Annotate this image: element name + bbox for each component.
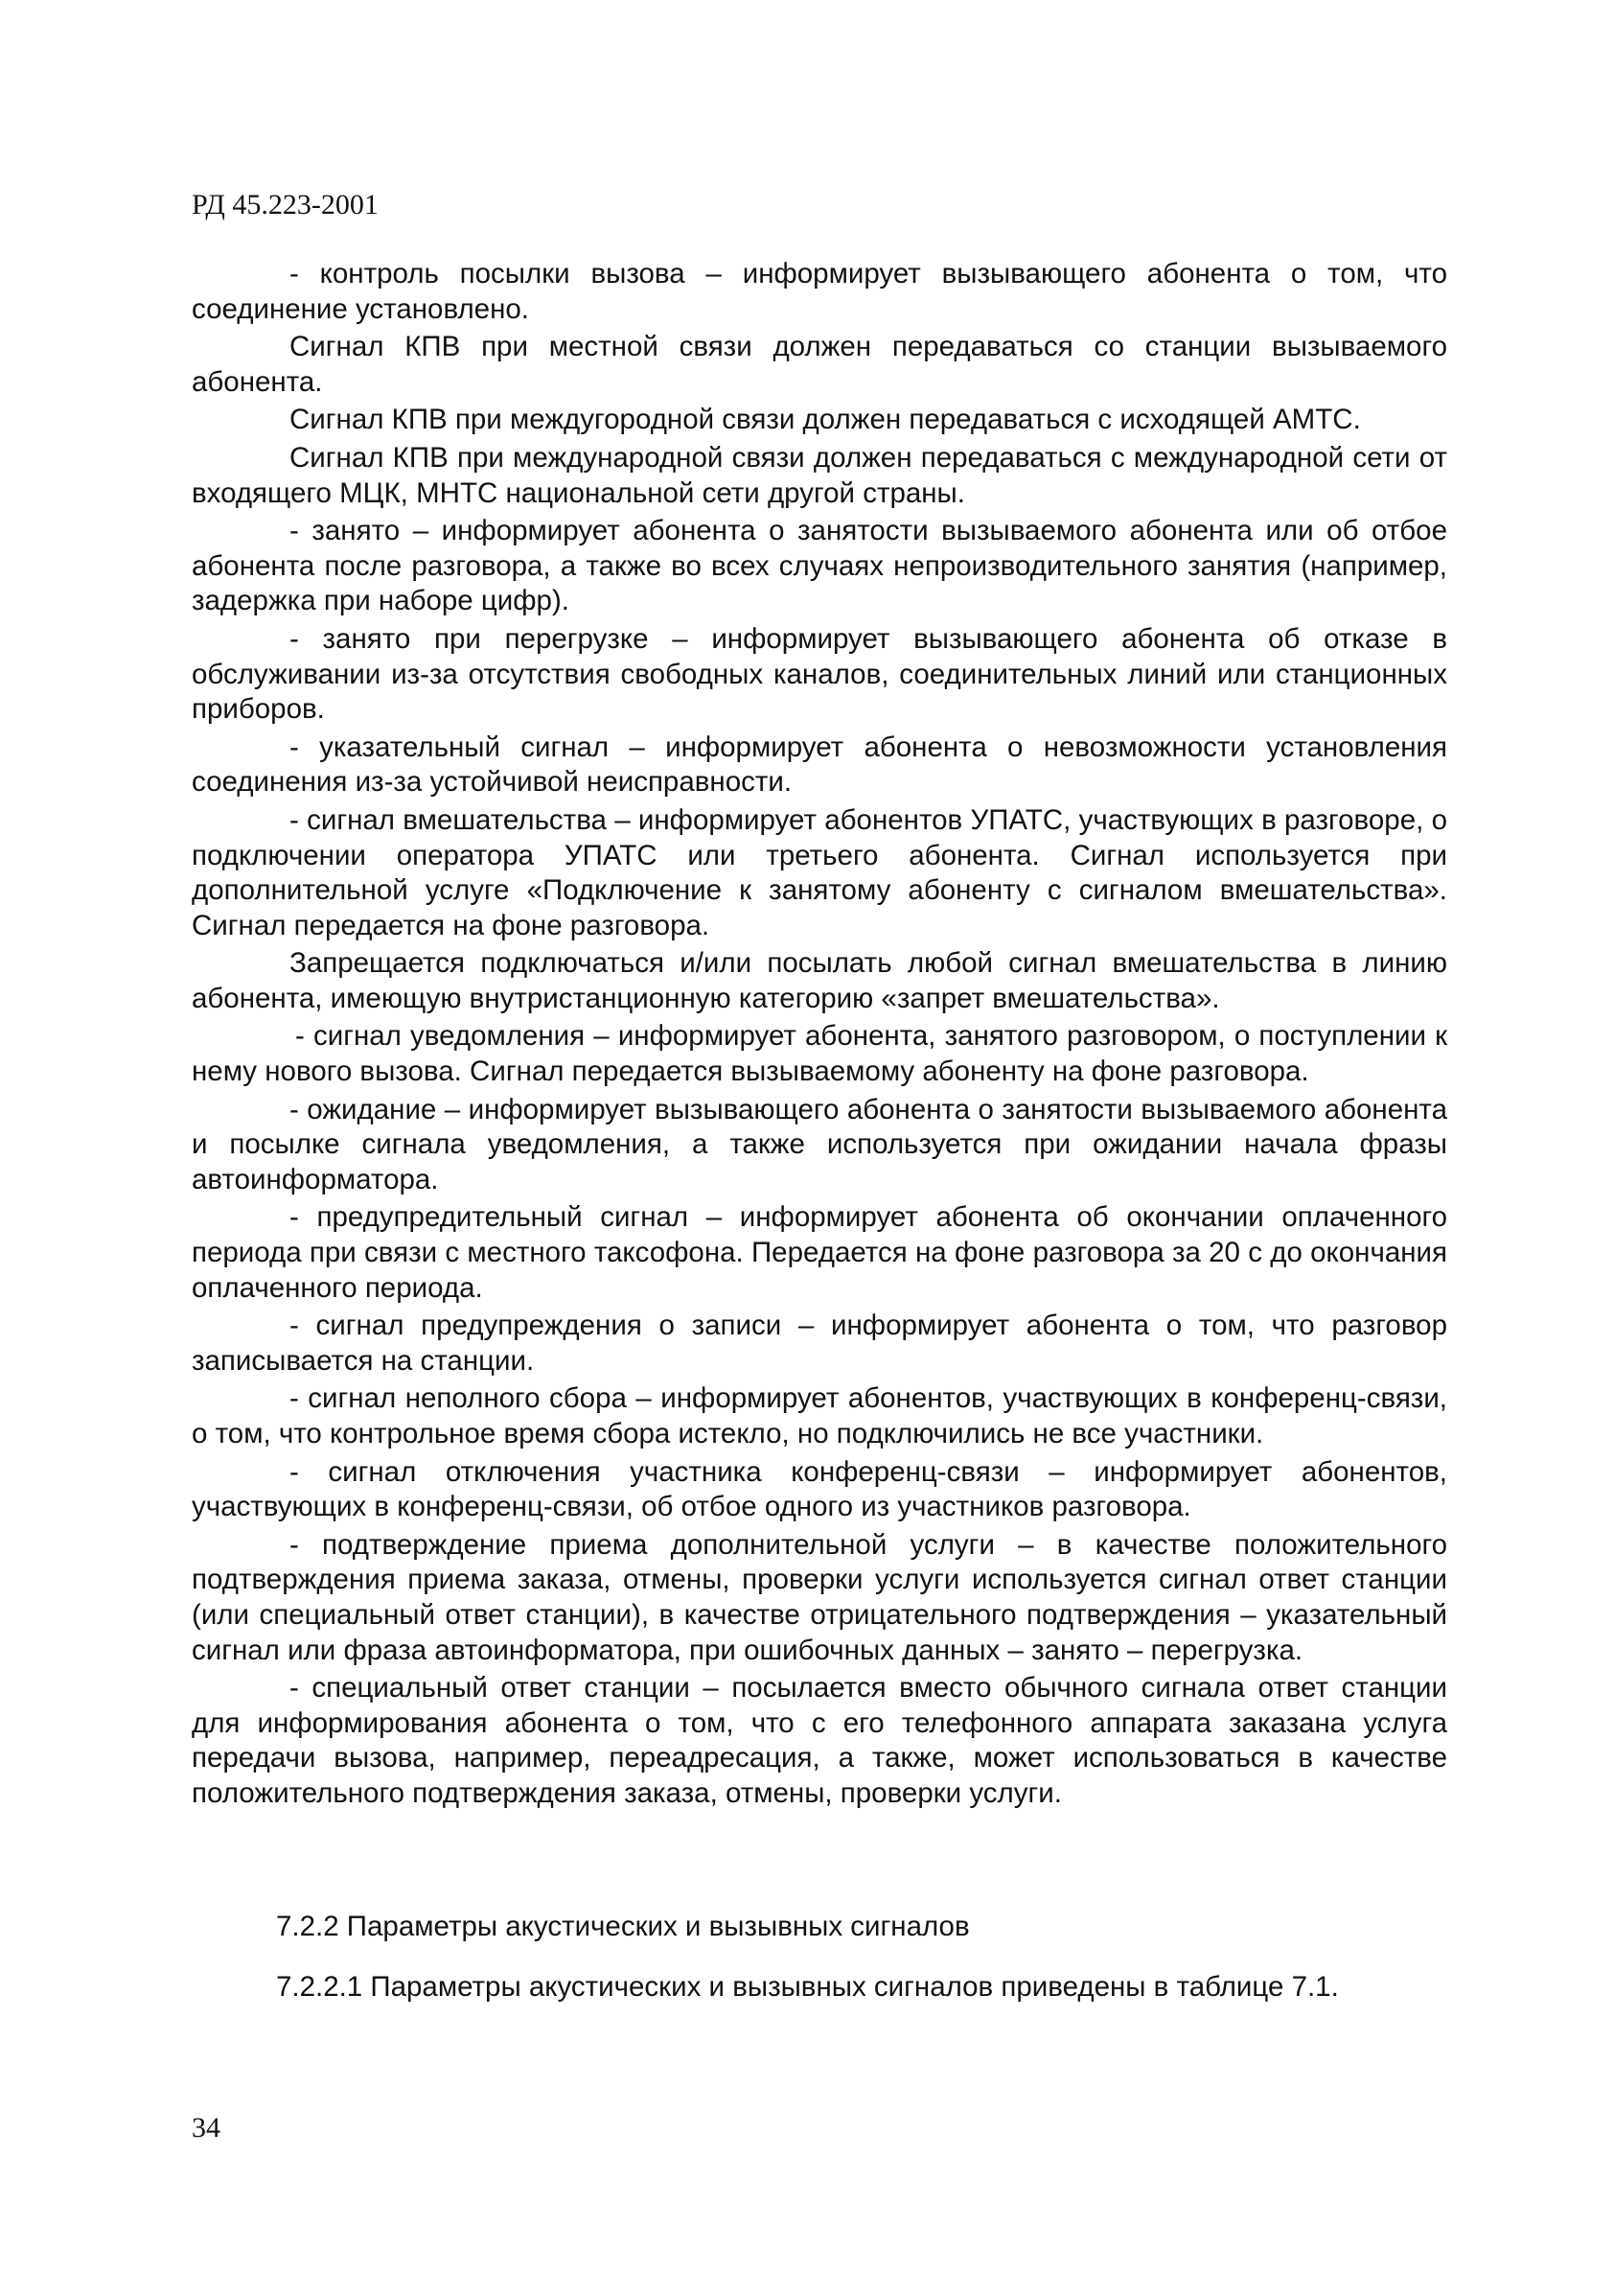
document-code: РД 45.223-2001 bbox=[192, 189, 379, 220]
paragraph-kpv-local: Сигнал КПВ при местной связи должен передаваться со станции вызываемого абонента. bbox=[192, 331, 1447, 398]
paragraph-indication-signal: - указательный сигнал – информирует абонента о невозможности установления соединения из-за устойчивой неисправности. bbox=[192, 731, 1447, 799]
page-number: 34 bbox=[192, 2112, 220, 2144]
section-subheading: 7.2.2.1 Параметры акустических и вызывных сигналов приведены в таблице 7.1. bbox=[276, 1971, 1339, 2003]
paragraph-kpv-intercity: Сигнал КПВ при междугородной связи должен передаваться с исходящей АМТС. bbox=[289, 404, 1361, 436]
paragraph-warning-signal: - предупредительный сигнал – информирует абонента об окончании оплаченного периода при связи с местного таксофона. Передается на фоне разговора за 20 с до окончания оплаченного периода. bbox=[192, 1201, 1447, 1304]
paragraph-participant-disconnect: - сигнал отключения участника конференц-связи – информирует абонентов, участвующих в конференц-связи, об отбое одного из участников разговора. bbox=[192, 1455, 1447, 1523]
paragraph-busy: - занято – информирует абонента о занятости вызываемого абонента или об отбое абонента после разговора, а также во всех случаях непроизводительного занятия (например, задержка при наборе цифр). bbox=[192, 515, 1447, 617]
paragraph-incomplete-gathering: - сигнал неполного сбора – информирует абонентов, участвующих в конференц-связи, о том, что контрольное время сбора истекло, но подключились не все участники. bbox=[192, 1382, 1447, 1449]
paragraph-kpv-international: Сигнал КПВ при международной связи должен передаваться с международной сети от входящего МЦК, МНТС национальной сети другой страны. bbox=[192, 441, 1447, 509]
paragraph-special-station-answer: - специальный ответ станции – посылается вместо обычного сигнала ответ станции для информирования абонента о том, что с его телефонного аппарата заказана услуга передачи вызова, например, переадресация, а также, может использоваться в качестве положительного подтверждения заказа, отмены, проверки услуги. bbox=[192, 1672, 1447, 1809]
section-heading: 7.2.2 Параметры акустических и вызывных сигналов bbox=[276, 1911, 970, 1942]
paragraph-notification-signal: - сигнал уведомления – информирует абонента, занятого разговором, о поступлении к нему нового вызова. Сигнал передается вызываемому абоненту на фоне разговора. bbox=[192, 1020, 1447, 1088]
paragraph-call-control: - контроль посылки вызова – информирует вызывающего абонента о том, что соединение установлено. bbox=[192, 258, 1447, 325]
body-text bbox=[192, 257, 1447, 1815]
paragraph-recording-warning: - сигнал предупреждения о записи – информирует абонента о том, что разговор записывается на станции. bbox=[192, 1310, 1447, 1377]
paragraph-waiting: - ожидание – информирует вызывающего абонента о занятости вызываемого абонента и посылке сигнала уведомления, а также используется при ожидании начала фразы автоинформатора. bbox=[192, 1093, 1447, 1195]
paragraph-service-confirmation: - подтверждение приема дополнительной услуги – в качестве положительного подтверждения приема заказа, отмены, проверки услуги используется сигнал ответ станции (или специальный ответ станции), в качестве отрицательного подтверждения – указательный сигнал или фраза автоинформатора, при ошибочных данных – занято – перегрузка. bbox=[192, 1528, 1447, 1666]
paragraph-intrusion-signal: - сигнал вмешательства – информирует абонентов УПАТС, участвующих в разговоре, о подключении оператора УПАТС или третьего абонента. Сигнал используется при дополнительной услуге «Подключение к занятому абоненту с сигналом вмешательства». Сигнал передается на фоне разговора. bbox=[192, 803, 1447, 941]
paragraph-intrusion-prohibited: Запрещается подключаться и/или посылать любой сигнал вмешательства в линию абонента, имеющую внутристанционную категорию «запрет вмешательства». bbox=[192, 947, 1447, 1014]
paragraph-busy-overload: - занято при перегрузке – информирует вызывающего абонента об отказе в обслуживании из-за отсутствия свободных каналов, соединительных линий или станционных приборов. bbox=[192, 622, 1447, 726]
